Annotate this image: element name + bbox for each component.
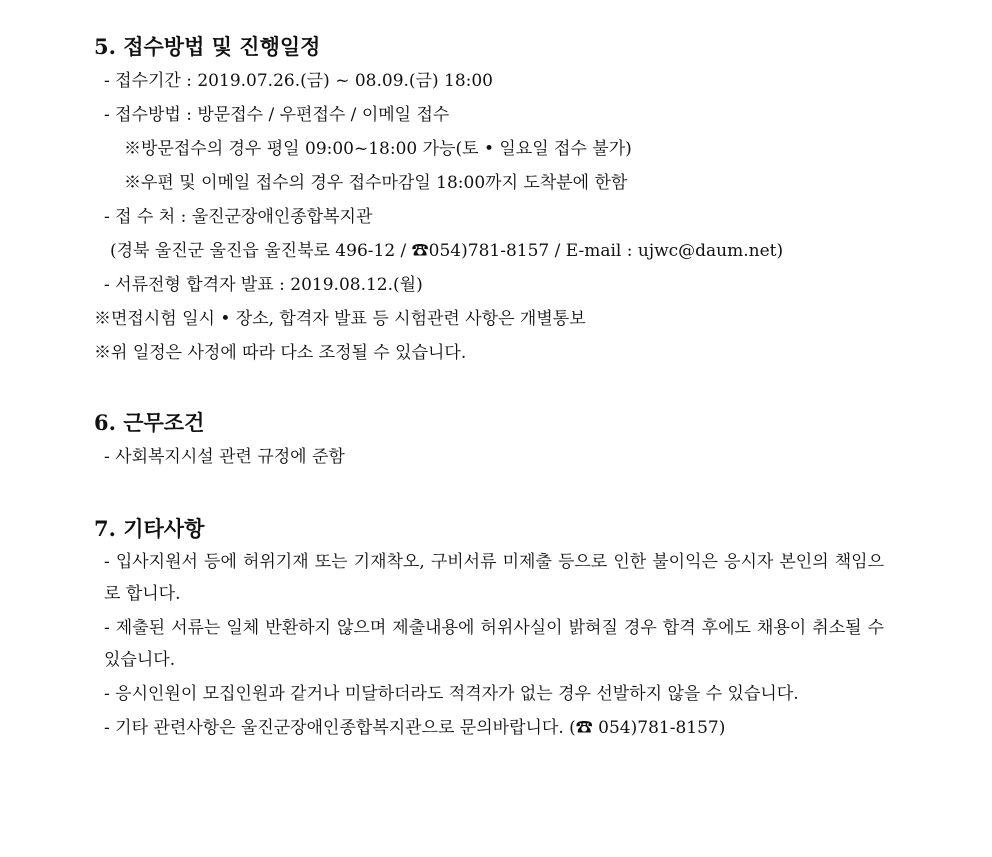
- document-screening-result: - 서류전형 합격자 발표 : 2019.08.12.(월): [104, 275, 423, 295]
- schedule-change-note: ※위 일정은 사정에 따라 다소 조정될 수 있습니다.: [94, 343, 467, 363]
- document-page: [94, 30, 884, 744]
- application-period: - 접수기간 : 2019.07.26.(금) ~ 08.09.(금) 18:00: [104, 71, 494, 91]
- application-address: (경북 울진군 울진읍 울진북로 496-12 / ☎054)781-8157 / E-mail : ujwc@daum.net): [110, 241, 784, 261]
- other-note-selection: - 응시인원이 모집인원과 같거나 미달하더라도 적격자가 없는 경우 선발하지 않을 수 있습니다.: [104, 684, 799, 704]
- section-spacer: [94, 370, 884, 406]
- visit-application-note: ※방문접수의 경우 평일 09:00~18:00 가능(토 • 일요일 접수 불가): [124, 139, 632, 159]
- interview-note: ※면접시험 일시 • 장소, 합격자 발표 등 시험관련 사항은 개별통보: [94, 309, 586, 329]
- section-spacer: [94, 474, 884, 512]
- work-condition: - 사회복지시설 관련 규정에 준함: [104, 447, 345, 467]
- other-note-false-info: - 입사지원서 등에 허위기재 또는 기재착오, 구비서류 미제출 등으로 인한 불이익은 응시자 본인의 책임으로 합니다.: [104, 552, 884, 604]
- other-note-documents: - 제출된 서류는 일체 반환하지 않으며 제출내용에 허위사실이 밝혀질 경우 합격 후에도 채용이 취소될 수 있습니다.: [104, 618, 884, 670]
- application-place: - 접 수 처 : 울진군장애인종합복지관: [104, 207, 373, 227]
- mail-application-note: ※우편 및 이메일 접수의 경우 접수마감일 18:00까지 도착분에 한함: [124, 173, 628, 193]
- section-5-title: 5. 접수방법 및 진행일정: [94, 34, 321, 59]
- application-method: - 접수방법 : 방문접수 / 우편접수 / 이메일 접수: [104, 105, 450, 125]
- other-note-contact: - 기타 관련사항은 울진군장애인종합복지관으로 문의바랍니다. (☎ 054)781-8157): [104, 718, 726, 738]
- section-7-title: 7. 기타사항: [94, 516, 205, 541]
- section-6-title: 6. 근무조건: [94, 410, 205, 435]
